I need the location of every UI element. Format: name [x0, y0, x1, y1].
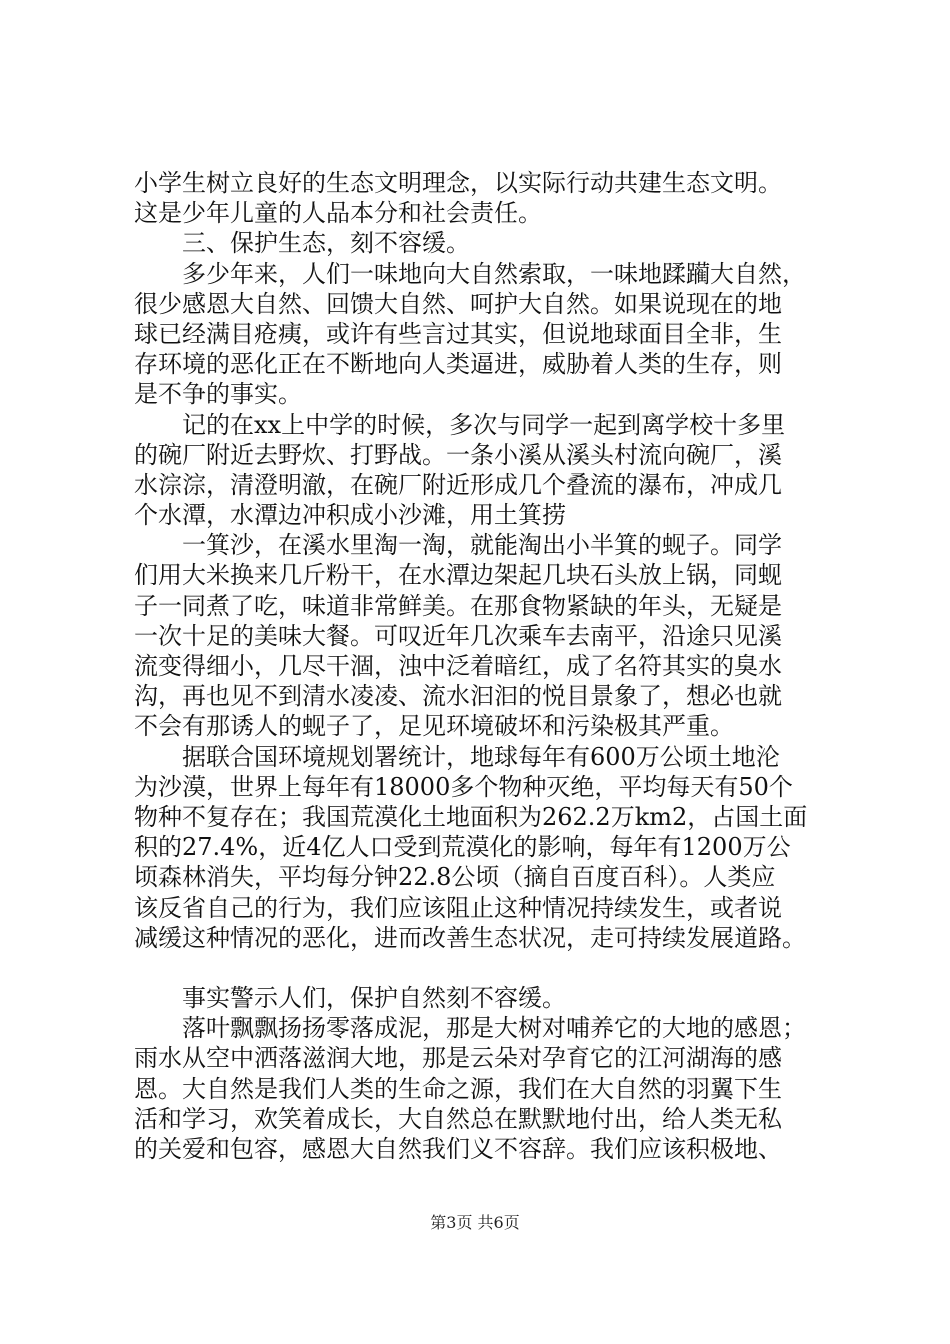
text-line: 记的在xx上中学的时候，多次与同学一起到离学校十多里	[182, 410, 786, 439]
text-line: 恩。大自然是我们人类的生命之源，我们在大自然的羽翼下生	[134, 1074, 782, 1103]
text-line: 很少感恩大自然、回馈大自然、呵护大自然。如果说现在的地	[134, 289, 782, 318]
text-line: 顷森林消失，平均每分钟22.8公顷（摘自百度百科）。人类应	[134, 863, 776, 892]
text-line: 雨水从空中洒落滋润大地，那是云朵对孕育它的江河湖海的感	[134, 1044, 782, 1073]
blank-line	[134, 953, 854, 983]
text-line: 水淙淙，清澄明澈，在碗厂附近形成几个叠流的瀑布，冲成几	[134, 470, 782, 499]
text-line: 一次十足的美味大餐。可叹近年几次乘车去南平，沿途只见溪	[134, 621, 782, 650]
text-line: 事实警示人们，保护自然刻不容缓。	[182, 984, 566, 1013]
text-line: 落叶飘飘扬扬零落成泥，那是大树对哺养它的大地的感恩；	[182, 1014, 806, 1043]
text-line: 三、保护生态，刻不容缓。	[182, 229, 470, 258]
page-footer: 第3页 共6页	[430, 1213, 520, 1232]
text-line: 是不争的事实。	[134, 380, 302, 409]
text-line: 为沙漠，世界上每年有18000多个物种灭绝，平均每天有50个	[134, 772, 793, 801]
text-line: 的碗厂附近去野炊、打野战。一条小溪从溪头村流向碗厂，溪	[134, 440, 782, 469]
text-line: 据联合国环境规划署统计，地球每年有600万公顷土地沦	[182, 742, 780, 771]
text-line: 积的27.4%，近4亿人口受到荒漠化的影响，每年有1200万公	[134, 833, 791, 862]
text-line: 不会有那诱人的蚬子了，足见环境破坏和污染极其严重。	[134, 712, 734, 741]
text-line: 的关爱和包容，感恩大自然我们义不容辞。我们应该积极地、	[134, 1135, 782, 1163]
text-line: 这是少年儿童的人品本分和社会责任。	[134, 199, 542, 228]
text-line: 一箕沙，在溪水里淘一淘，就能淘出小半箕的蚬子。同学	[182, 531, 782, 560]
text-line: 减缓这种情况的恶化，进而改善生态状况，走可持续发展道路。	[134, 923, 806, 952]
text-line: 个水潭，水潭边冲积成小沙滩，用土箕捞	[134, 501, 566, 530]
text-line: 该反省自己的行为，我们应该阻止这种情况持续发生，或者说	[134, 893, 782, 922]
document-body	[134, 168, 854, 1164]
text-line: 活和学习，欢笑着成长，大自然总在默默地付出，给人类无私	[134, 1104, 782, 1133]
text-line: 多少年来，人们一味地向大自然索取，一味地蹂躏大自然，	[182, 259, 806, 288]
text-line: 沟，再也见不到清水凌凌、流水汩汩的悦目景象了，想必也就	[134, 682, 782, 711]
text-line: 球已经满目疮痍，或许有些言过其实，但说地球面目全非，生	[134, 319, 782, 348]
text-line: 小学生树立良好的生态文明理念，以实际行动共建生态文明。	[134, 169, 782, 197]
text-line: 物种不复存在；我国荒漠化土地面积为262.2万km2，占国土面	[134, 802, 808, 831]
text-line: 存环境的恶化正在不断地向人类逼进，威胁着人类的生存，则	[134, 350, 782, 379]
text-line: 们用大米换来几斤粉干，在水潭边架起几块石头放上锅，同蚬	[134, 561, 782, 590]
text-line: 流变得细小，几尽干涸，浊中泛着暗红，成了名符其实的臭水	[134, 652, 782, 680]
text-line: 子一同煮了吃，味道非常鲜美。在那食物紧缺的年头，无疑是	[134, 591, 782, 620]
